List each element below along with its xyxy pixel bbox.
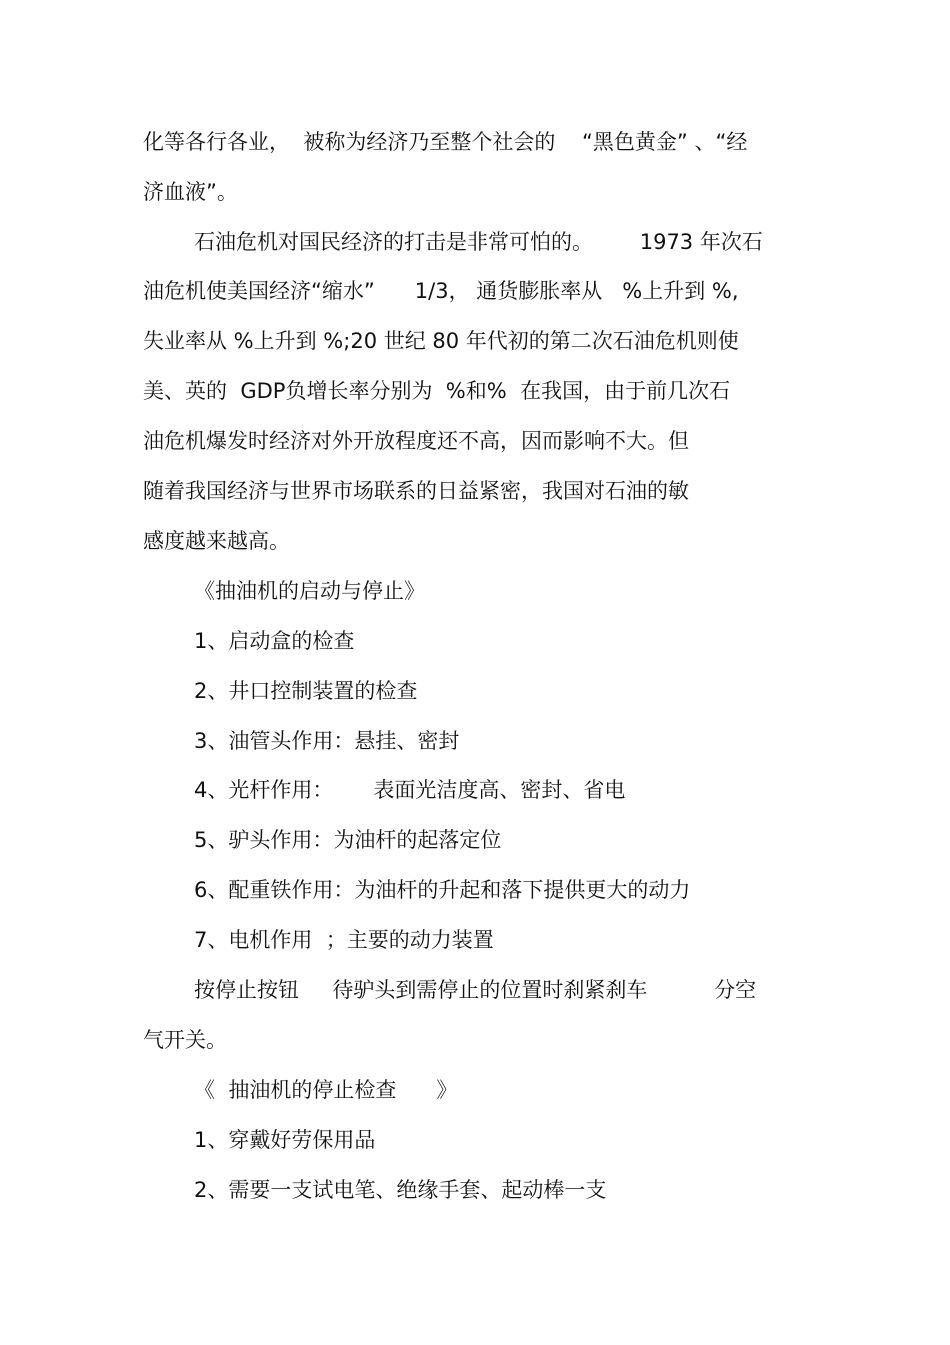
section-heading-start-stop: 《抽油机的启动与停止》: [194, 579, 425, 603]
section-heading-stop-check: 《 抽油机的停止检查 》: [194, 1078, 458, 1102]
list-item: 1、穿戴好劳保用品: [194, 1128, 376, 1152]
crisis-line-6: 随着我国经济与世界市场联系的日益紧密，我国对石油的敏: [143, 479, 689, 503]
list-item: 1、启动盒的检查: [194, 629, 355, 653]
intro-line-1: 化等各行各业， 被称为经济乃至整个社会的 “黑色黄金” 、“经: [143, 130, 748, 154]
crisis-line-3: 失业率从 %上升到 %;20 世纪 80 年代初的第二次石油危机则使: [143, 329, 739, 353]
crisis-line-7: 感度越来越高。: [143, 529, 290, 553]
stop-instruction-line-2: 气开关。: [143, 1028, 227, 1052]
list-item: 4、光杆作用： 表面光洁度高、密封、省电: [194, 778, 626, 802]
crisis-line-1: 石油危机对国民经济的打击是非常可怕的。 1973 年次石: [194, 230, 763, 254]
list-item: 5、驴头作用：为油杆的起落定位: [194, 828, 502, 852]
crisis-line-4: 美、英的 GDP负增长率分别为 %和% 在我国，由于前几次石: [143, 379, 731, 403]
list-item: 2、需要一支试电笔、绝缘手套、起动棒一支: [194, 1178, 607, 1202]
stop-instruction-line-1: 按停止按钮 待驴头到需停止的位置时刹紧刹车 分空: [194, 978, 757, 1002]
list-item: 3、油管头作用：悬挂、密封: [194, 729, 460, 753]
crisis-line-2: 油危机使美国经济“缩水” 1/3， 通货膨胀率从 %上升到 %,: [143, 279, 739, 303]
list-item: 2、井口控制装置的检查: [194, 679, 418, 703]
list-item: 7、电机作用 ；主要的动力装置: [194, 928, 494, 952]
crisis-line-5: 油危机爆发时经济对外开放程度还不高，因而影响不大。但: [143, 429, 689, 453]
list-item: 6、配重铁作用：为油杆的升起和落下提供更大的动力: [194, 878, 691, 902]
intro-line-2: 济血液”。: [143, 180, 238, 204]
